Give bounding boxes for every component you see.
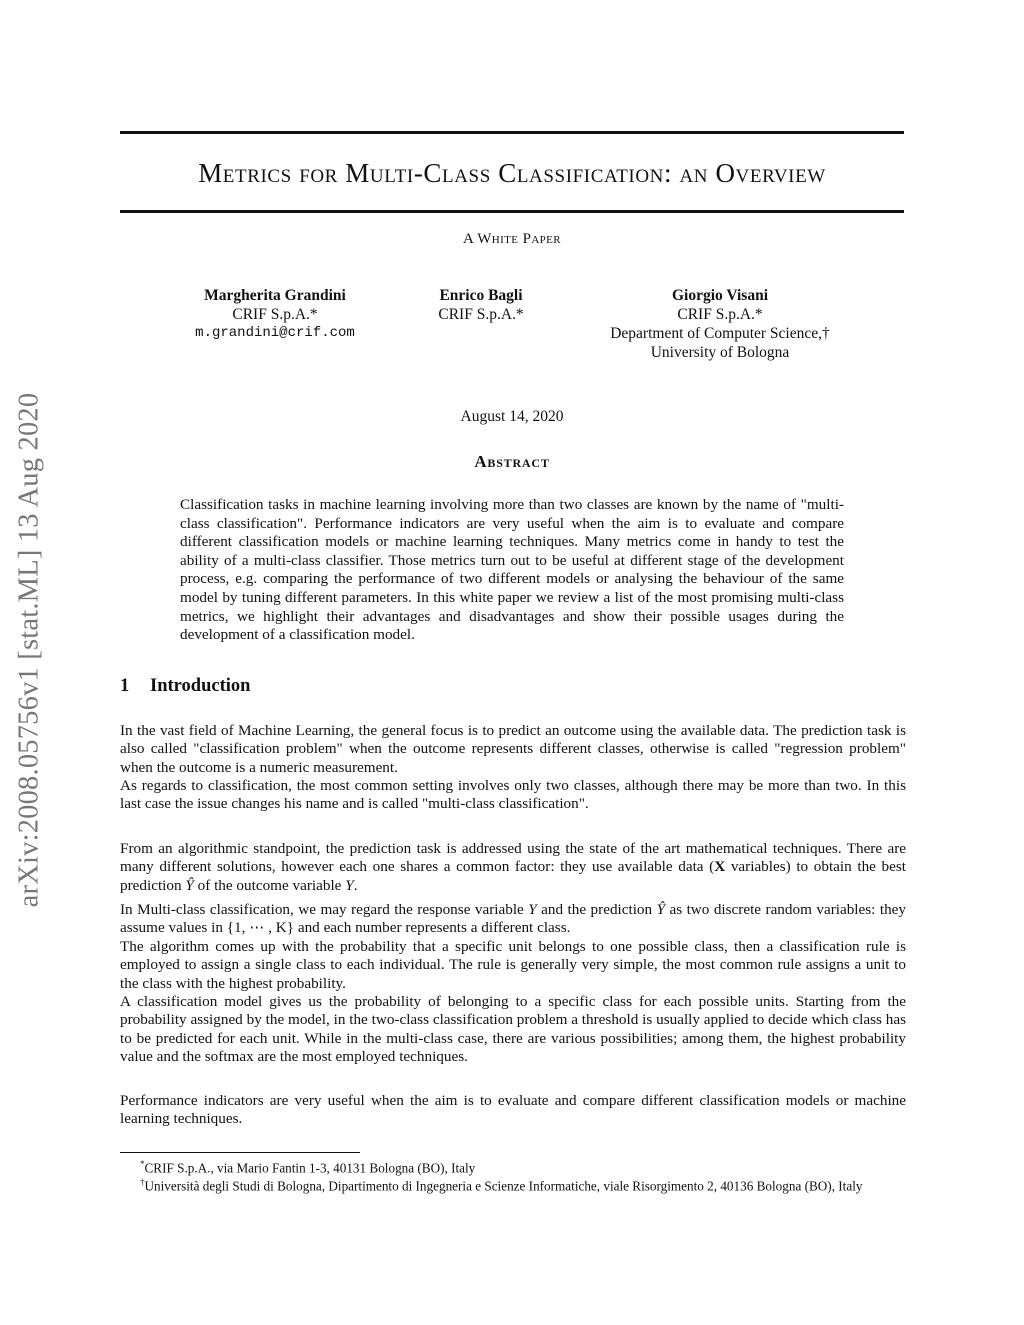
footnote-text: CRIF S.p.A., via Mario Fantin 1-3, 40131 Bologna (BO), Italy [144,1160,476,1176]
title-rule-top [120,131,904,134]
math-symbol: Ŷ [185,876,194,894]
paper-date: August 14, 2020 [460,408,564,425]
author-university: University of Bologna [650,344,790,361]
paragraph [120,840,906,895]
text-run: variables) to obtain the best prediction [120,858,907,894]
section-title: Introduction [150,676,251,696]
author-affiliation: CRIF S.p.A.* [232,306,318,323]
math-symbol: Y [528,901,537,918]
paragraph: Performance indicators are very useful when the aim is to evaluate and compare different classification models or machine learning techniques. [120,1092,906,1128]
abstract-heading: Abstract [474,452,550,471]
paper-title: Metrics for Multi-Class Classification: an Overview [198,158,826,188]
paragraph: As regards to classification, the most common setting involves only two classes, although there may be more than two. In this last case the issue changes his name and is called "multi-class classification". [120,777,906,813]
footnote-rule [120,1152,360,1153]
title-rule-bottom [120,210,904,213]
footnote-mark: † [140,1177,145,1187]
author-department: Department of Computer Science,† [610,325,830,342]
paragraph: A classification model gives us the probability of belonging to a specific class for each possible units. Starting from the probability assigned by the model, in the two-class classification problem a threshold is usually applied to decide which class has to be predicted for each unit. While in the multi-class case, there are various possibilities; among them, the highest probability value and the softmax are the most employed techniques. [120,993,906,1065]
text-run: and each number represents a different class. [294,919,571,937]
text-run: and the prediction [536,901,657,918]
text-run: as two discrete random variables: they assume values in [120,901,906,937]
footnote-text: Università degli Studi di Bologna, Dipartimento di Ingegneria e Scienze Informatiche, viale Risorgimento 2, 40136 Bologna (BO), Italy [144,1178,863,1194]
author-block-2 [395,286,567,324]
author-name: Enrico Bagli [439,287,523,304]
arxiv-stamp-text: arXiv:2008.05756v1 [stat.ML] 13 Aug 2020 [13,392,45,908]
math-set: {1, ⋯ , K} [226,919,295,937]
author-name: Margherita Grandini [204,287,346,304]
text-run: From an algorithmic standpoint, the prediction task is addressed using the state of the art mathematical techniques. There are many different solutions, however each one shares a common factor: they use available data ( [120,840,906,876]
paragraph: The algorithm comes up with the probability that a specific unit belongs to one possible class, then a classification rule is employed to assign a single class to each individual. The rule is generally very simple, the most common rule assigns a unit to the class with the highest probability. [120,938,906,992]
author-name: Giorgio Visani [671,287,769,304]
paragraph [120,901,906,938]
abstract-text: Classification tasks in machine learning involving more than two classes are known by the name of "multi-class classification". Performance indicators are very useful when the aim is to evaluate and compare different classification models or machine learning techniques. Many metrics come in handy to test the ability of a multi-class classifier. Those metrics turn out to be useful at different stage of the development process, e.g. comparing the performance of two different models or analysing the behaviour of the same model by tuning different parameters. In this white paper we review a list of the most promising multi-class metrics, we highlight their advantages and disadvantages and show their possible usages during the development of a classification model. [180,496,844,644]
footnote [120,1174,906,1194]
math-symbol: Y [345,876,354,894]
paper-subtitle: A White Paper [462,231,562,247]
text-run: of the outcome variable [193,876,346,894]
math-symbol: X [714,858,726,876]
math-symbol: Ŷ [656,901,666,918]
text-run: . [353,876,358,894]
author-block-1 [170,286,380,343]
text-run: In Multi-class classification, we may regard the response variable [120,901,529,918]
footnote-mark: * [140,1159,145,1169]
author-block-3 [590,286,850,362]
paragraph: In the vast field of Machine Learning, the general focus is to predict an outcome using the available data. The prediction task is also called "classification problem" when the outcome represents different classes, otherwise is called "regression problem" when the outcome is a numeric measurement. [120,722,906,776]
arxiv-stamp [0,330,58,970]
author-affiliation: CRIF S.p.A.* [677,306,763,323]
section-heading [120,676,250,697]
section-number: 1 [120,676,130,696]
author-affiliation: CRIF S.p.A.* [438,306,524,323]
author-email[interactable]: m.grandini@crif.com [195,325,355,341]
